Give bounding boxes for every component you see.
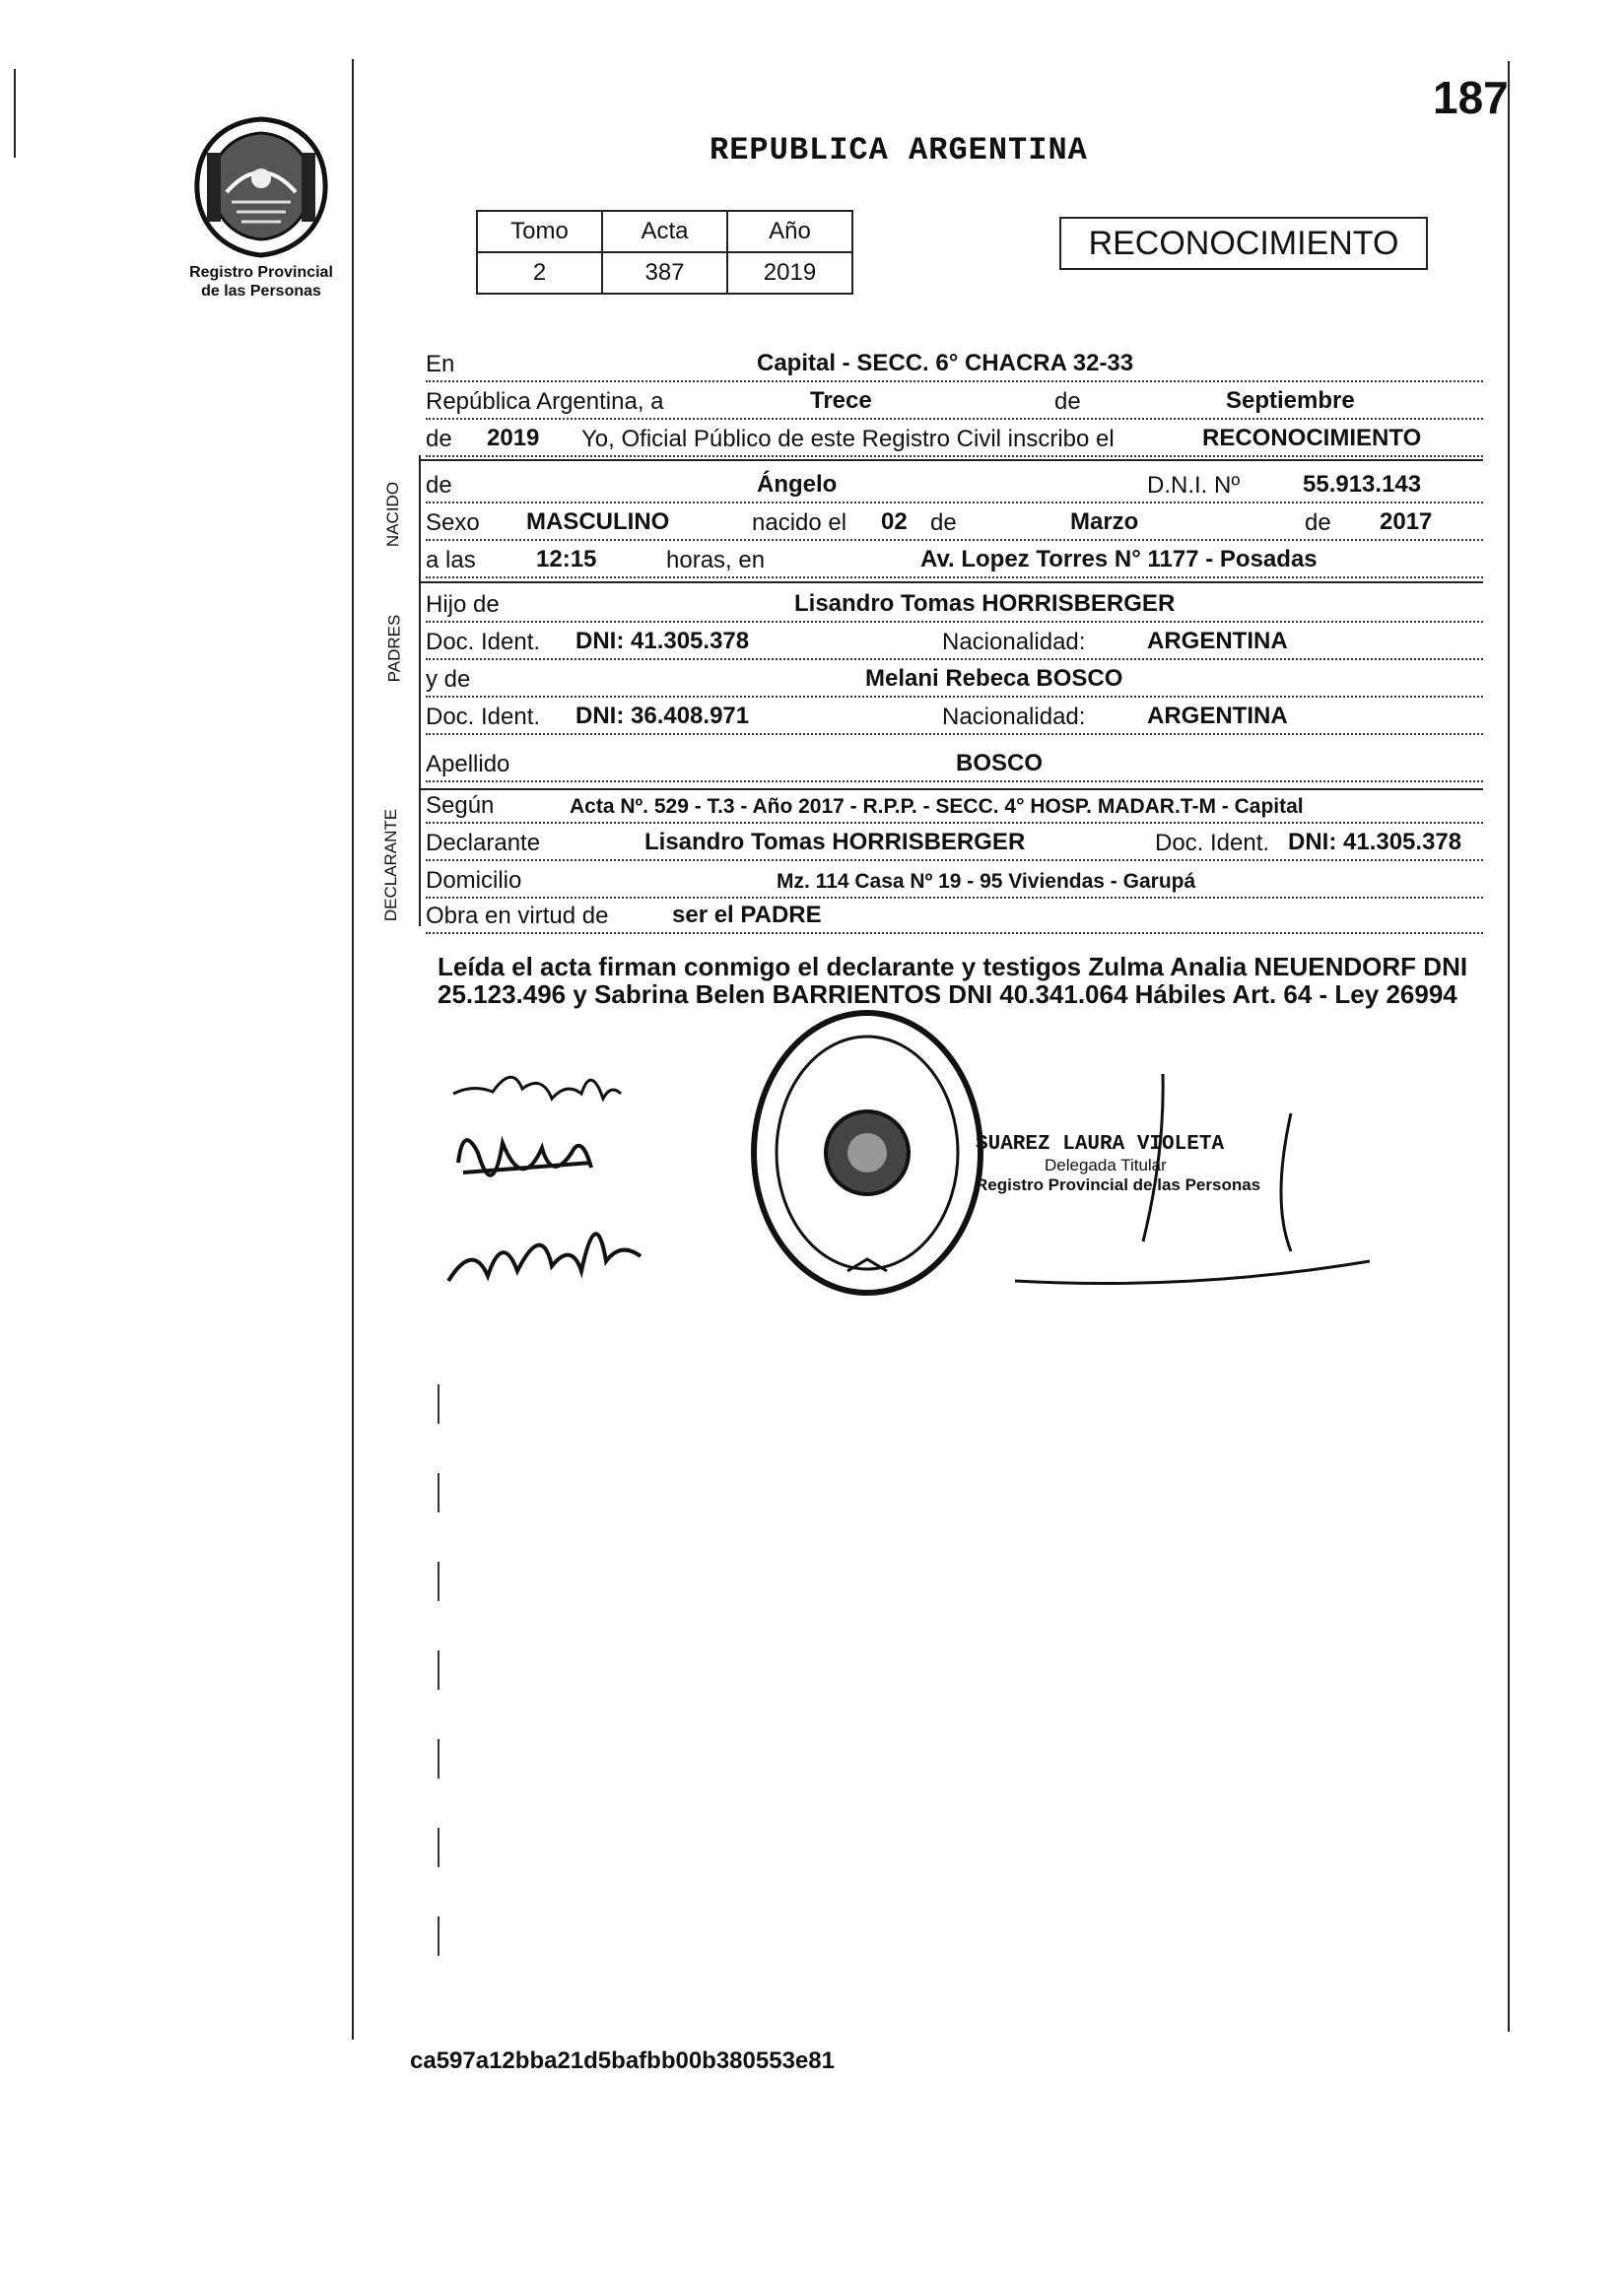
register-value-anio: 2019	[727, 252, 852, 294]
declarante-line-segun	[426, 788, 1483, 824]
nacido-el-label: nacido el	[752, 509, 847, 536]
register-table	[476, 210, 853, 295]
de-label-2: de	[930, 509, 957, 536]
segun-value: Acta Nº. 529 - T.3 - Año 2017 - R.P.P. - SECC. 4° HOSP. MADAR.T-M - Capital	[570, 795, 1304, 818]
dni-value: 55.913.143	[1303, 471, 1422, 498]
obra-label: Obra en virtud de	[426, 903, 609, 929]
inscribo-text: Yo, Oficial Público de este Registro Civil inscribo el	[581, 426, 1115, 452]
register-header-anio: Año	[727, 211, 852, 252]
intro-line-year	[426, 422, 1483, 457]
document-hash: ca597a12bba21d5bafbb00b380553e81	[410, 2047, 835, 2074]
crest-caption-line2: de las Personas	[201, 283, 321, 300]
declarante-line-name	[426, 826, 1483, 861]
time-value: 12:15	[536, 546, 597, 572]
inner-margin-rule	[419, 455, 421, 926]
hijo-label: Hijo de	[426, 591, 500, 618]
segun-label: Según	[426, 792, 495, 819]
month-value: Septiembre	[1226, 387, 1355, 414]
right-margin-rule	[1508, 61, 1510, 2032]
year-value: 2019	[487, 425, 540, 451]
official-name: SUAREZ LAURA VIOLETA	[976, 1133, 1225, 1156]
republica-label: República Argentina, a	[426, 388, 664, 415]
de-label-3: de	[1305, 509, 1331, 536]
nacido-section-label: NACIDO	[383, 481, 403, 548]
day-value: Trece	[810, 387, 872, 414]
apellido-value: BOSCO	[956, 750, 1044, 776]
padres-line-father	[426, 587, 1483, 623]
section-rule	[419, 581, 1483, 583]
nacido-line-name	[426, 468, 1483, 503]
mother-nac-value: ARGENTINA	[1147, 703, 1288, 729]
name-value: Ángelo	[757, 471, 838, 498]
intro-line-date	[426, 384, 1483, 420]
official-org: Registro Provincial de las Personas	[976, 1175, 1261, 1194]
left-edge-mark	[14, 69, 16, 158]
declarante-line-domicilio	[426, 863, 1483, 899]
alas-label: a las	[426, 547, 476, 573]
obra-value: ser el PADRE	[672, 902, 822, 928]
nacido-line-time	[426, 543, 1483, 578]
register-value-acta: 387	[602, 252, 727, 294]
declarante-doc-label: Doc. Ident.	[1155, 830, 1270, 856]
year-prefix: de	[426, 426, 452, 452]
inscribo-value: RECONOCIMIENTO	[1202, 425, 1422, 451]
declarante-doc-value: DNI: 41.305.378	[1288, 829, 1462, 855]
mother-doc-value: DNI: 36.408.971	[575, 703, 750, 729]
padres-line-mother-doc	[426, 700, 1483, 735]
register-header-acta: Acta	[602, 211, 727, 252]
page-number: 187	[1433, 72, 1509, 123]
horas-label: horas, en	[666, 547, 766, 573]
padres-line-father-doc	[426, 625, 1483, 660]
padres-line-mother	[426, 662, 1483, 698]
sexo-value: MASCULINO	[526, 508, 670, 535]
domicilio-label: Domicilio	[426, 867, 522, 894]
register-header-tomo: Tomo	[477, 211, 602, 252]
nacionalidad-label: Nacionalidad:	[942, 629, 1086, 655]
father-doc-value: DNI: 41.305.378	[575, 628, 750, 654]
act-type-box: RECONOCIMIENTO	[1059, 217, 1428, 270]
declarante-label: Declarante	[426, 830, 541, 856]
declarante-line-obra	[426, 899, 1483, 934]
nacido-de-label: de	[426, 472, 452, 499]
crest-caption-line1: Registro Provincial	[189, 264, 333, 281]
official-role: Delegada Titular	[1045, 1156, 1167, 1174]
nacionalidad-label: Nacionalidad:	[942, 704, 1086, 730]
nacido-line-sexo	[426, 505, 1483, 541]
apellido-label: Apellido	[426, 751, 510, 777]
birth-day-value: 02	[881, 508, 908, 535]
register-value-tomo: 2	[477, 252, 602, 294]
place-value: Av. Lopez Torres N° 1177 - Posadas	[920, 546, 1318, 572]
birth-month-value: Marzo	[1070, 508, 1139, 535]
declarante-value: Lisandro Tomas HORRISBERGER	[644, 829, 1026, 855]
crest-caption	[163, 263, 360, 301]
left-margin-rule	[352, 59, 354, 2040]
intro-line-en	[426, 347, 1483, 382]
padres-section-label: PADRES	[384, 614, 404, 683]
section-rule	[419, 459, 1483, 461]
closing-paragraph: Leída el acta firman conmigo el declarante y testigos Zulma Analia NEUENDORF DNI 25.123.496 y Sabrina Belen BARRIENTOS DNI 40.341.064 Hábiles Art. 64 - Ley 26994	[438, 952, 1468, 1009]
apellido-line	[426, 747, 1483, 782]
mother-value: Melani Rebeca BOSCO	[865, 665, 1123, 692]
witness-signatures	[434, 1044, 690, 1310]
sexo-label: Sexo	[426, 509, 480, 536]
provincial-crest-icon	[187, 113, 335, 261]
en-value: Capital - SECC. 6° CHACRA 32-33	[757, 350, 1134, 376]
delegation-stamp-icon	[744, 1005, 990, 1301]
dni-label: D.N.I. Nº	[1147, 472, 1241, 499]
official-signature	[995, 1054, 1380, 1301]
birth-year-value: 2017	[1380, 508, 1433, 535]
lower-margin-rule	[438, 1384, 440, 1976]
declarante-section-label: DECLARANTE	[381, 808, 401, 922]
father-value: Lisandro Tomas HORRISBERGER	[794, 590, 1176, 617]
document-title: REPUBLICA ARGENTINA	[710, 132, 1088, 168]
en-label: En	[426, 351, 455, 377]
doc-label: Doc. Ident.	[426, 629, 541, 655]
de-label: de	[1054, 388, 1081, 415]
domicilio-value: Mz. 114 Casa Nº 19 - 95 Viviendas - Garupá	[777, 870, 1196, 893]
doc-label: Doc. Ident.	[426, 704, 541, 730]
father-nac-value: ARGENTINA	[1147, 628, 1288, 654]
yde-label: y de	[426, 666, 471, 693]
